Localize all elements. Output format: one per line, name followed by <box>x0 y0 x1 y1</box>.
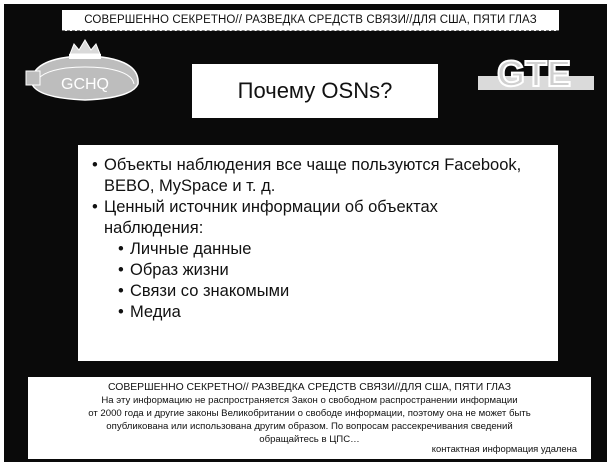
footer-classification: СОВЕРШЕННО СЕКРЕТНО// РАЗВЕДКА СРЕДСТВ СВЯЗИ//ДЛЯ США, ПЯТИ ГЛАЗ <box>107 382 512 393</box>
slide <box>4 4 607 462</box>
svg-text:GCHQ: GCHQ <box>61 76 109 93</box>
bullet-item: • Ценный источник информации об объектах <box>92 198 438 216</box>
slide-title: Почему OSNs? <box>237 78 393 103</box>
footer-line: обращайтесь в ЦПС… <box>259 434 360 445</box>
sub-bullet-item: • Личные данные <box>118 240 252 258</box>
bullet-item: • Объекты наблюдения все чаще пользуются Facebook, <box>92 156 522 174</box>
content-box <box>78 145 558 361</box>
footer-line: от 2000 года и другие законы Великобритании о свободе информации, поэтому она не может быть <box>88 408 531 419</box>
slide-title-box <box>192 64 438 118</box>
gchq-logo <box>22 34 148 106</box>
contact-removed-note: контактная информация удалена <box>431 443 577 454</box>
bullet-item-continuation: BEBO, MySpace и т. д. <box>104 177 276 195</box>
svg-text:GTE: GTE <box>496 53 572 94</box>
sub-bullet-item: • Медиа <box>118 303 181 321</box>
classification-banner <box>62 10 559 31</box>
sub-bullet-item: • Образ жизни <box>118 261 229 279</box>
bullet-item-continuation: наблюдения: <box>104 219 204 237</box>
gte-logo <box>476 46 596 96</box>
classification-text: СОВЕРШЕННО СЕКРЕТНО// РАЗВЕДКА СРЕДСТВ СВЯЗИ//ДЛЯ США, ПЯТИ ГЛАЗ <box>84 14 537 26</box>
footer-line: опубликована или использована другим образом. По вопросам рассекречивания сведений <box>106 421 513 432</box>
footer-notice <box>28 377 591 459</box>
footer-line: На эту информацию не распространяется Закон о свободном распространении информации <box>101 395 518 406</box>
sub-bullet-item: • Связи со знакомыми <box>118 282 290 300</box>
